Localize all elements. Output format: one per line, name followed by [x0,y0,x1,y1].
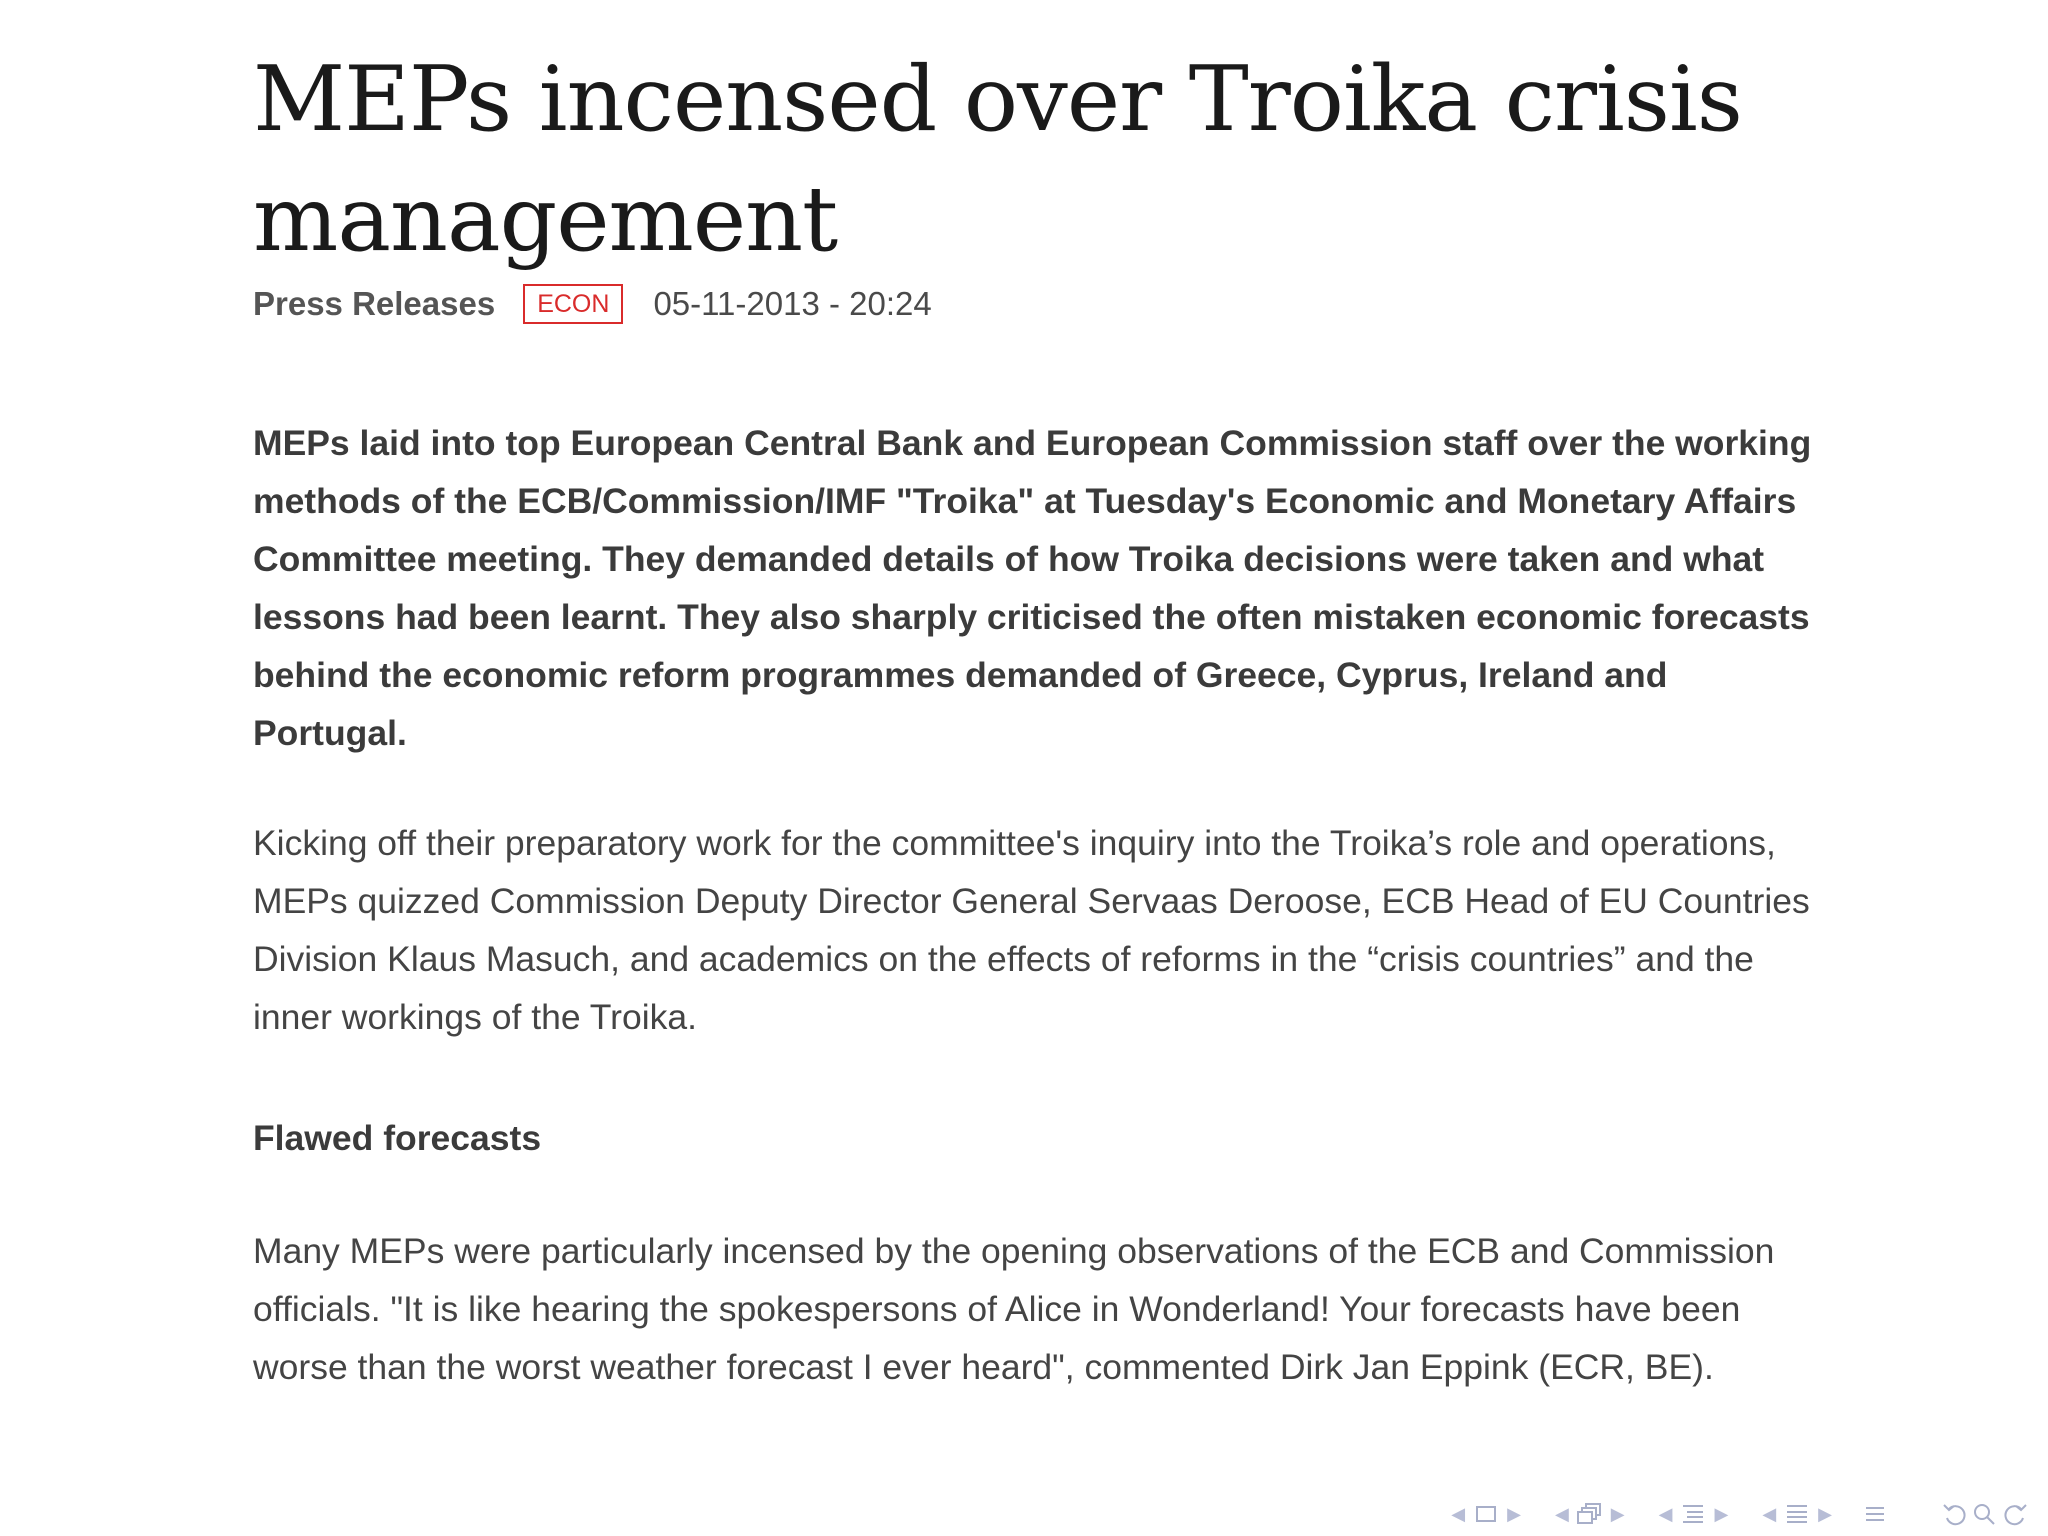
category-label[interactable]: Press Releases [253,285,496,322]
subsection-icon[interactable] [1575,1499,1605,1529]
search-icon[interactable] [1970,1499,2000,1529]
econ-tag[interactable]: ECON [523,284,623,324]
body-paragraph-2: Many MEPs were particularly incensed by the opening observations of the ECB and Commission officials. "It is like hearing the spokespersons of Alice in Wonderland! Your forecasts have been worse than the worst weather forecast I ever heard", commented Dirk Jan Eppink (ECR, BE). [253,1231,1775,1387]
next-frame-arrow-icon[interactable]: ▶ [1507,1503,1521,1525]
prev-subsection-arrow-icon[interactable]: ◀ [1554,1503,1569,1525]
slide-list-icon[interactable] [1782,1499,1812,1529]
publish-date: 05-11-2013 - 20:24 [653,285,932,322]
lead-paragraph: MEPs laid into top European Central Bank and European Commission staff over the working methods of the ECB/Commission/IMF "Troika" at Tuesday's Economic and Monetary Affairs Committee meeting. They demanded details of how Troika decisions were taken and what lessons had been learnt. They also sharply criticised the often mistaken economic forecasts behind the economic reform programmes demanded of Greece, Cyprus, Ireland and Portugal. [253,423,1812,753]
prev-frame-arrow-icon[interactable]: ◀ [1451,1503,1466,1525]
next-slide-arrow-icon[interactable]: ▶ [1818,1503,1832,1525]
article [253,40,1813,1396]
back-icon[interactable] [1940,1499,1970,1529]
frame-nav-group [1445,1499,1527,1529]
slide-list-nav-group [1756,1499,1838,1529]
subsection-nav-group [1549,1499,1631,1529]
body-paragraph-1: Kicking off their preparatory work for the committee's inquiry into the Troika’s role and operations, MEPs quizzed Commission Deputy Director General Servaas Deroose, ECB Head of EU Countries Division Klaus Masuch, and academics on the effects of reforms in the “crisis countries” and the inner workings of the Troika. [253,823,1810,1037]
toc-nav-group [1860,1499,1890,1529]
section-subheading: Flawed forecasts [253,1118,542,1158]
toc-icon[interactable] [1860,1499,1890,1529]
prev-slide-arrow-icon[interactable]: ◀ [1762,1503,1777,1525]
next-subsection-arrow-icon[interactable]: ▶ [1610,1503,1625,1525]
section-icon[interactable] [1678,1499,1708,1529]
article-meta [253,284,1813,324]
next-section-arrow-icon[interactable]: ▶ [1714,1503,1729,1525]
history-nav-group [1940,1499,2030,1529]
frame-icon[interactable] [1471,1499,1501,1529]
section-nav-group [1653,1499,1735,1529]
prev-section-arrow-icon[interactable]: ◀ [1658,1503,1673,1525]
slide-navigation-bar [1008,1492,2048,1536]
forward-icon[interactable] [2000,1499,2030,1529]
article-title: MEPs incensed over Troika crisis management [253,47,1742,272]
